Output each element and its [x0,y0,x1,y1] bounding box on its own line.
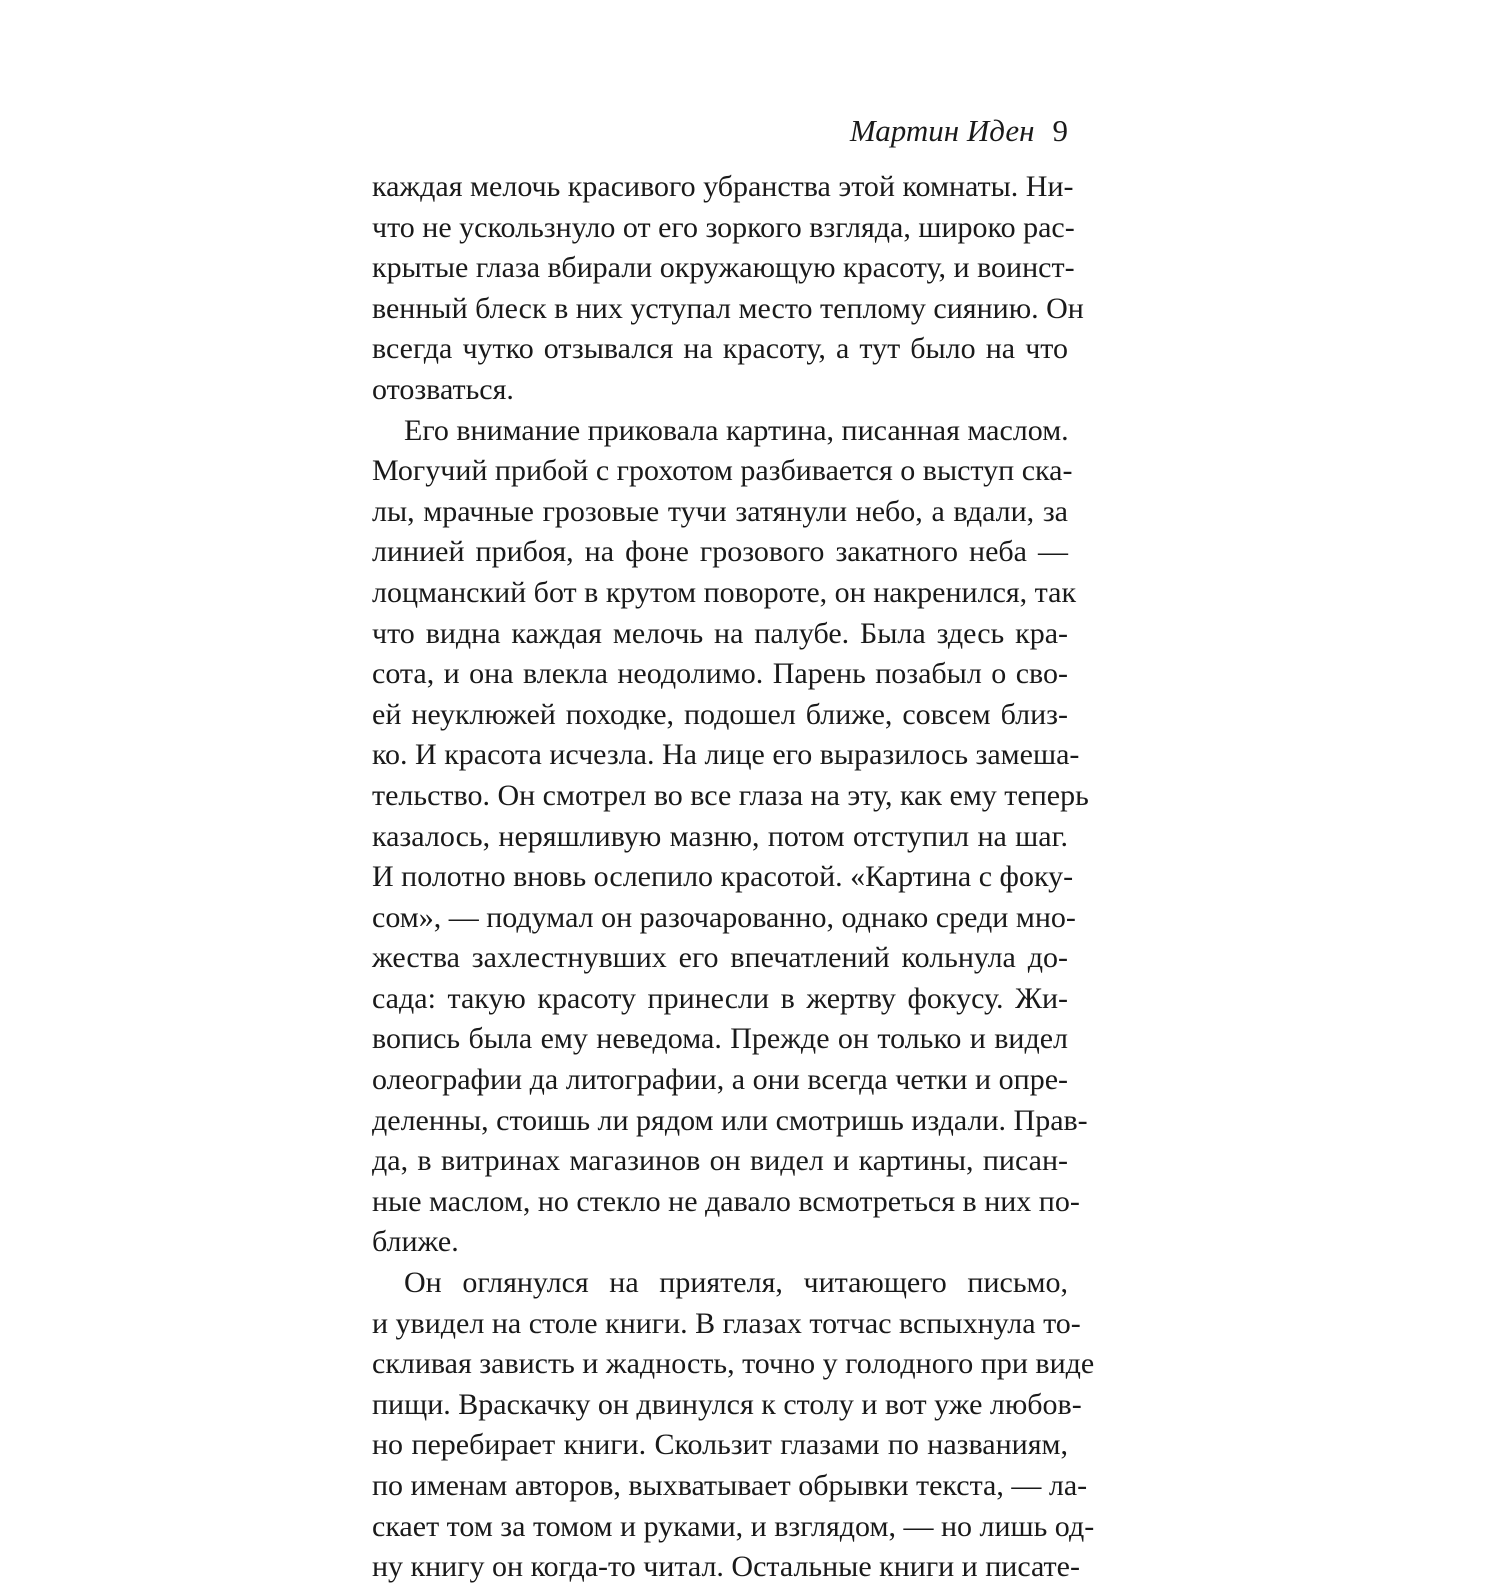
text-line: каждая мелочь красивого убранства этой комнаты. Ни- [372,170,1074,203]
page-number: 9 [1052,113,1068,148]
text-line: деленны, стоишь ли рядом или смотришь издали. Прав- [372,1103,1088,1137]
text-line: скливая зависть и жадность, точно у голодного при виде [372,1347,1095,1381]
text-line: что не ускользнуло от его зоркого взгляда, широко рас- [372,210,1075,244]
text-line: ближе. [372,1225,459,1259]
text-line: лоцманский бот в крутом повороте, он накренился, так [372,575,1077,609]
text-line: венный блеск в них уступал место теплому сиянию. Он [372,291,1084,325]
text-line: всегда чутко отзывался на красоту, а тут было на что [372,332,1068,366]
paragraph-3 [372,1263,1095,1588]
text-line: сом», — подумал он разочарованно, однако среди мно- [372,900,1076,934]
text-line: лы, мрачные грозовые тучи затянули небо, а вдали, за [372,494,1068,528]
paragraph-1 [372,167,1084,411]
text-line: тельство. Он смотрел во все глаза на эту, как ему теперь [372,778,1089,812]
text-line: вопись была ему неведома. Прежде он только и видел [372,1022,1068,1056]
text-line: крытые глаза вбирали окружающую красоту, и воинст- [372,251,1075,285]
text-line: ко. И красота исчезла. На лице его выразилось замеша- [372,738,1080,772]
text-line: Его внимание приковала картина, писанная маслом. [404,413,1069,447]
text-line: ей неуклюжей походке, подошел ближе, совсем близ- [372,697,1068,731]
text-line: жества захлестнувших его впечатлений кольнула до- [372,941,1068,975]
text-line: олеографии да литографии, а они всегда четки и опре- [372,1063,1068,1097]
text-line: Он оглянулся на приятеля, читающего письмо, [404,1266,1068,1300]
text-line: что видна каждая мелочь на палубе. Была здесь кра- [372,616,1068,650]
text-line: скает том за томом и руками, и взглядом, — но лишь од- [372,1509,1095,1543]
text-line: сада: такую красоту принесли в жертву фокусу. Жи- [372,981,1068,1015]
text-line: и увидел на столе книги. В глазах тотчас вспыхнула то- [372,1306,1081,1340]
text-line: Могучий прибой с грохотом разбивается о выступ ска- [372,454,1073,488]
text-line: сота, и она влекла неодолимо. Парень позабыл о сво- [372,657,1068,691]
text-line: ные маслом, но стекло не давало всмотреться в них по- [372,1184,1080,1218]
body-text [372,167,1095,1588]
text-line: отозваться. [372,372,514,406]
text-line: да, в витринах магазинов он видел и картины, писан- [372,1144,1068,1178]
text-line: пищи. Враскачку он двинулся к столу и вот уже любов- [372,1387,1082,1421]
running-head [850,112,1068,150]
text-line: по именам авторов, выхватывает обрывки текста, — ла- [372,1469,1088,1502]
text-line: но перебирает книги. Скользит глазами по названиям, [372,1428,1068,1462]
running-head-title: Мартин Иден [849,113,1035,148]
paragraph-2 [372,411,1089,1263]
text-line: И полотно вновь ослепило красотой. «Картина с фоку- [372,860,1074,894]
text-line: линией прибоя, на фоне грозового закатного неба — [372,535,1068,569]
text-line: ну книгу он когда-то читал. Остальные книги и писате- [372,1550,1080,1584]
text-line: казалось, неряшливую мазню, потом отступил на шаг. [372,819,1068,853]
